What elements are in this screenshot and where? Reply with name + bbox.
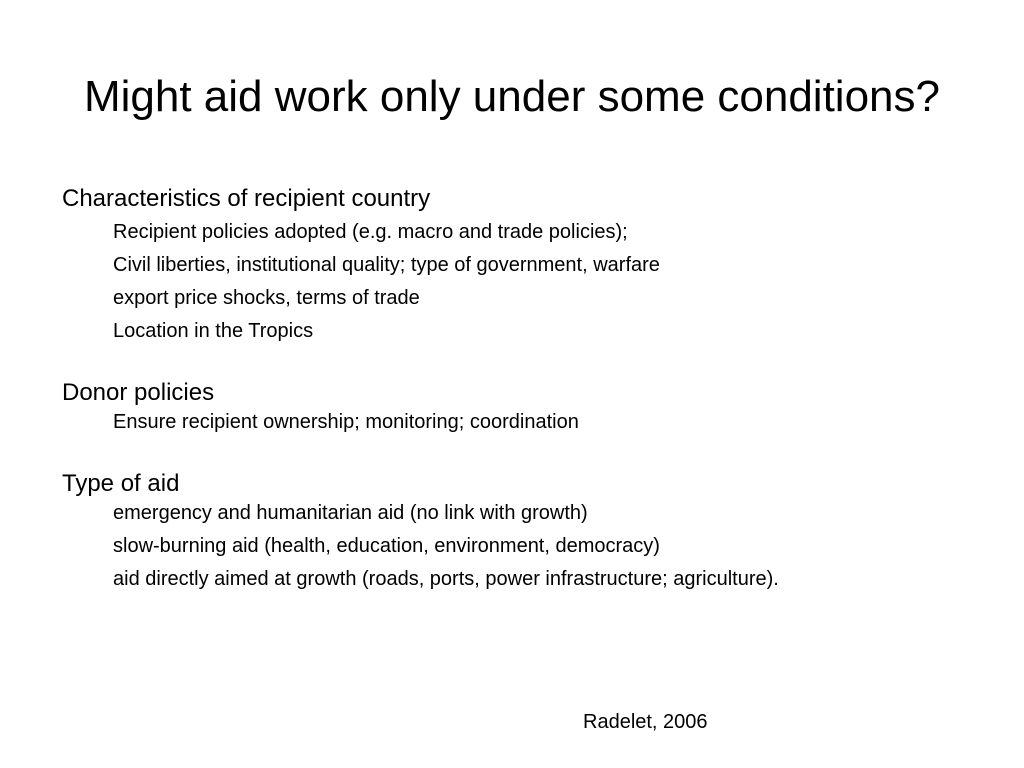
section-heading: Characteristics of recipient country (62, 185, 431, 212)
list-item: Recipient policies adopted (e.g. macro and trade policies); (113, 221, 628, 243)
slide-title: Might aid work only under some conditions? (83, 72, 940, 121)
sub-list (62, 501, 962, 591)
section-donor-policies (62, 376, 962, 434)
sub-list (62, 410, 962, 434)
list-item: slow-burning aid (health, education, environment, democracy) (113, 535, 660, 557)
list-item: Location in the Tropics (113, 320, 314, 342)
section-recipient-country (62, 182, 962, 343)
slide-content (62, 182, 962, 617)
section-heading: Donor policies (62, 379, 215, 406)
list-item: export price shocks, terms of trade (113, 287, 420, 309)
list-item: Ensure recipient ownership; monitoring; coordination (113, 411, 579, 433)
citation: Radelet, 2006 (583, 711, 708, 733)
list-item: aid directly aimed at growth (roads, ports, power infrastructure; agriculture). (113, 568, 779, 590)
section-heading: Type of aid (62, 470, 180, 497)
sub-list (62, 220, 962, 343)
list-item: Civil liberties, institutional quality; type of government, warfare (113, 254, 660, 276)
section-type-of-aid (62, 467, 962, 591)
list-item: emergency and humanitarian aid (no link with growth) (113, 502, 588, 524)
